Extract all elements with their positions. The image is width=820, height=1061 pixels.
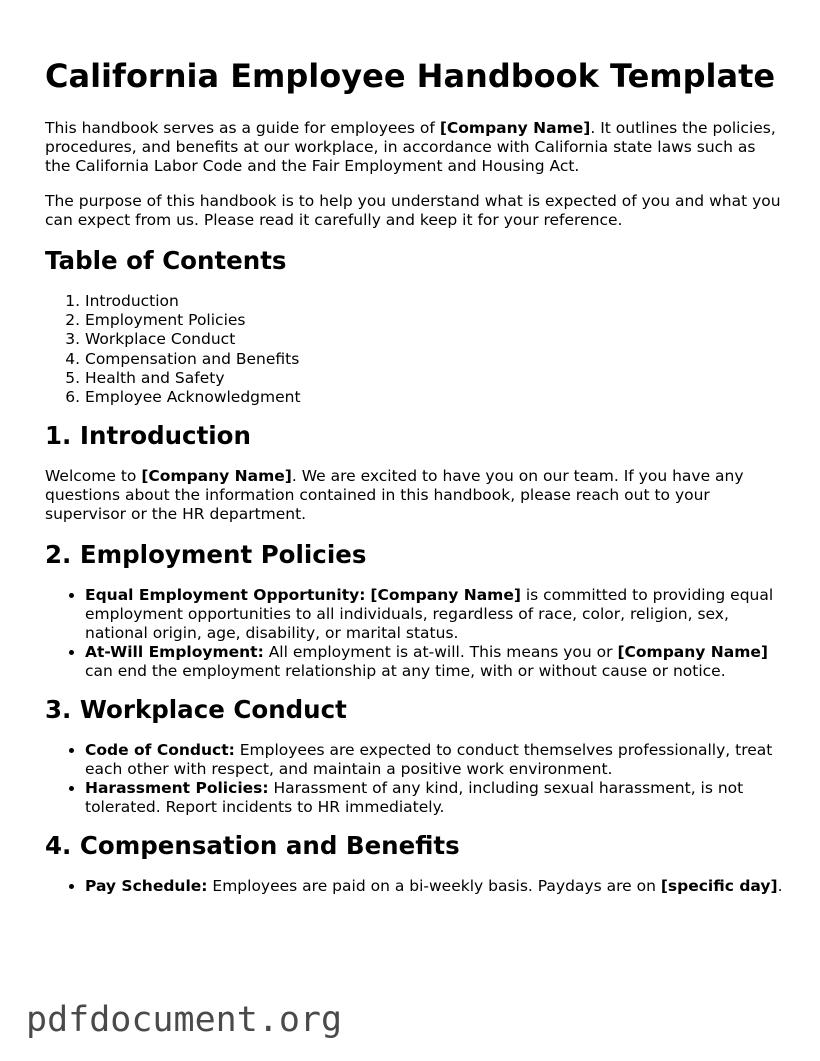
item-label: Equal Employment Opportunity: (85, 586, 366, 605)
toc-heading: Table of Contents (45, 246, 287, 275)
company-name-placeholder: [Company Name] (370, 586, 521, 605)
specific-day-placeholder: [specific day] (660, 877, 778, 896)
item-label: Code of Conduct: (85, 741, 235, 760)
document-title: California Employee Handbook Template (45, 57, 776, 95)
item-text: can end the employment relationship at any time, with or without cause or notice. (85, 662, 726, 681)
toc-item: 4. Compensation and Benefits (85, 350, 785, 369)
site-watermark: pdfdocument.org (26, 1000, 343, 1040)
section-heading-workplace-conduct: 3. Workplace Conduct (45, 695, 347, 725)
list-item (85, 741, 785, 779)
company-name-placeholder: [Company Name] (439, 119, 591, 137)
intro-paragraph-2: The purpose of this handbook is to help you understand what is expected of you and what you can expect from us. Please read it carefully and keep it for your reference. (45, 192, 781, 229)
section-heading-compensation: 4. Compensation and Benefits (45, 831, 460, 861)
body-text: Welcome to (45, 467, 142, 486)
list-item (85, 586, 785, 643)
body-text: . We are excited to have you on our team. If you have any questions about the information contained in this handbook, please reach out to your supervisor or the HR department. (45, 467, 744, 524)
intro-text: . It outlines the policies, procedures, and benefits at our workplace, in accordance with California state laws such as the California Labor Code and the Fair Employment and Housing Act. (45, 119, 776, 175)
toc-item: 1. Introduction (85, 292, 785, 311)
item-label: Harassment Policies: (85, 779, 269, 798)
section-heading-employment-policies: 2. Employment Policies (45, 540, 367, 570)
compensation-list (45, 877, 785, 896)
item-label: Pay Schedule: (85, 877, 208, 896)
item-text: . (777, 877, 783, 896)
intro-paragraph-1 (45, 119, 785, 176)
workplace-conduct-list (45, 741, 785, 817)
toc-item: 2. Employment Policies (85, 311, 785, 330)
item-text: Employees are paid on a bi-weekly basis. Paydays are on (207, 877, 661, 896)
intro-text: This handbook serves as a guide for employees of (45, 119, 440, 137)
item-text: is committed to providing equal employment opportunities to all individuals, regardless of race, color, religion, sex, national origin, age, disability, or marital status. (85, 586, 774, 643)
list-item (85, 643, 785, 681)
toc-item: 6. Employee Acknowledgment (85, 388, 785, 407)
list-item (85, 877, 785, 896)
toc-list (45, 292, 785, 407)
employment-policies-list (45, 586, 785, 681)
item-text: Harassment of any kind, including sexual harassment, is not tolerated. Report incidents to HR immediately. (85, 779, 744, 817)
introduction-paragraph (45, 467, 785, 524)
company-name-placeholder: [Company Name] (141, 467, 292, 486)
section-heading-introduction: 1. Introduction (45, 421, 251, 451)
toc-item: 3. Workplace Conduct (85, 330, 785, 349)
company-name-placeholder: [Company Name] (617, 643, 768, 662)
item-label: At-Will Employment: (85, 643, 264, 662)
document-page (45, 58, 785, 910)
toc-item: 5. Health and Safety (85, 369, 785, 388)
item-text: All employment is at-will. This means you or (263, 643, 618, 662)
item-text: Employees are expected to conduct themselves professionally, treat each other with respect, and maintain a positive work environment. (85, 741, 773, 779)
list-item (85, 779, 785, 817)
